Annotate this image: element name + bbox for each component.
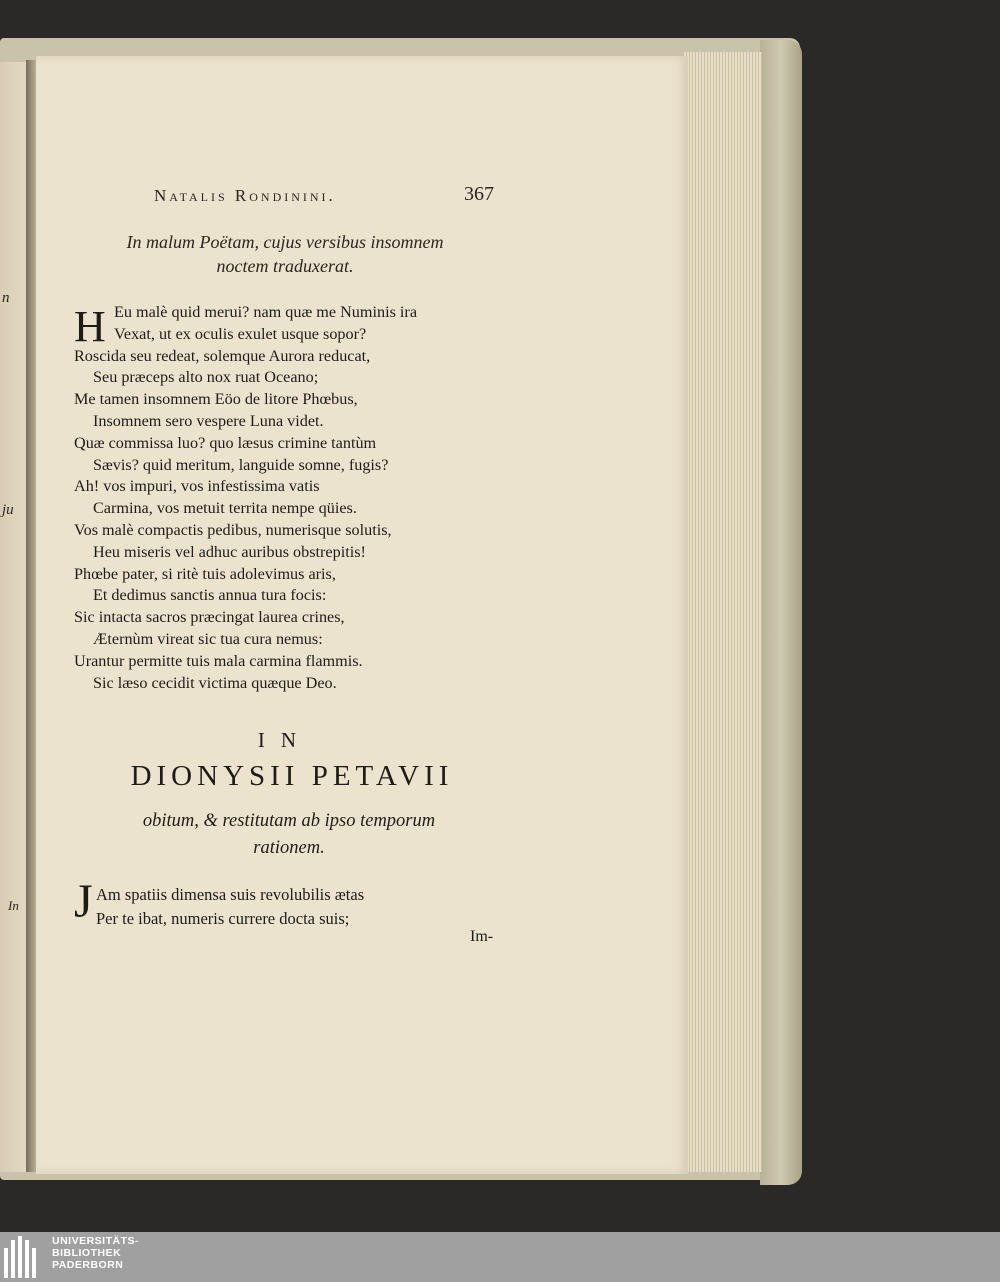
verse-line: Sic læso cecidit victima quæque Deo. [93, 673, 337, 692]
logo-line: BIBLIOTHEK [52, 1247, 122, 1259]
verse-line: Me tamen insomnem Eöo de litore Phœbus, [74, 390, 358, 409]
poem-title [60, 230, 510, 278]
verse-line: Et dedimus sanctis annua tura focis: [93, 586, 327, 605]
verse-line: Quæ commissa luo? quo læsus crimine tantùm [74, 433, 377, 452]
library-logo-icon [4, 1236, 44, 1278]
verse-line: Heu miseris vel adhuc auribus obstrepitis! [93, 542, 366, 561]
catchword: Im- [470, 928, 494, 945]
verse-line: Vexat, ut ex oculis exulet usque sopor? [114, 324, 367, 343]
verse-line: Seu præceps alto nox ruat Oceano; [93, 368, 319, 387]
verse-line: Am spatiis dimensa suis revolubilis ætas [96, 885, 365, 904]
drop-capital: H [74, 302, 106, 351]
verse-line: Phœbe pater, si ritè tuis adolevimus aris, [74, 564, 336, 583]
margin-note: n [2, 290, 10, 306]
poem-title-line: noctem traduxerat. [216, 256, 354, 276]
poem-text [74, 302, 494, 694]
page-edges [684, 52, 762, 1172]
section-heading: DIONYSII PETAVII [130, 760, 454, 792]
subtitle-line: obitum, & restitutam ab ipso temporum [142, 811, 436, 831]
verse-line: Vos malè compactis pedibus, numerisque solutis, [74, 520, 392, 539]
section-prefix: IN [257, 728, 313, 752]
verse-line: Carmina, vos metuit territa nempe qüies. [93, 499, 357, 518]
margin-note: ju [2, 502, 14, 518]
page-number: 367 [464, 183, 494, 205]
logo-line: PADERBORN [52, 1259, 124, 1271]
poem-title-line: In malum Poëtam, cujus versibus insomnem [126, 232, 444, 252]
verse-line: Urantur permitte tuis mala carmina flammis. [74, 651, 363, 670]
library-footer [0, 1232, 1000, 1282]
subtitle-line: rationem. [253, 838, 325, 858]
margin-note: In [8, 898, 19, 913]
verse-line: Roscida seu redeat, solemque Aurora reducat, [74, 346, 371, 365]
verse-line: Sic intacta sacros præcingat laurea crines, [74, 608, 345, 627]
verse-line: Ah! vos impuri, vos infestissima vatis [74, 477, 320, 496]
verse-line: Insomnem sero vespere Luna videt. [93, 411, 324, 430]
book-cover-edge [760, 40, 802, 1185]
verse-line: Per te ibat, numeris currere docta suis; [96, 909, 350, 928]
drop-capital: J [74, 875, 93, 928]
running-head: Natalis Rondinini. [154, 186, 336, 205]
verse-line: Sævis? quid meritum, languide somne, fugis? [93, 455, 389, 474]
verse-line: Eu malè quid merui? nam quæ me Numinis ira [114, 303, 418, 321]
library-logo-text [52, 1235, 139, 1271]
section-subtitle [60, 808, 518, 862]
poem-text [96, 883, 496, 931]
logo-line: UNIVERSITÄTS- [52, 1235, 140, 1247]
verse-line: Æternùm vireat sic tua cura nemus: [93, 629, 323, 648]
